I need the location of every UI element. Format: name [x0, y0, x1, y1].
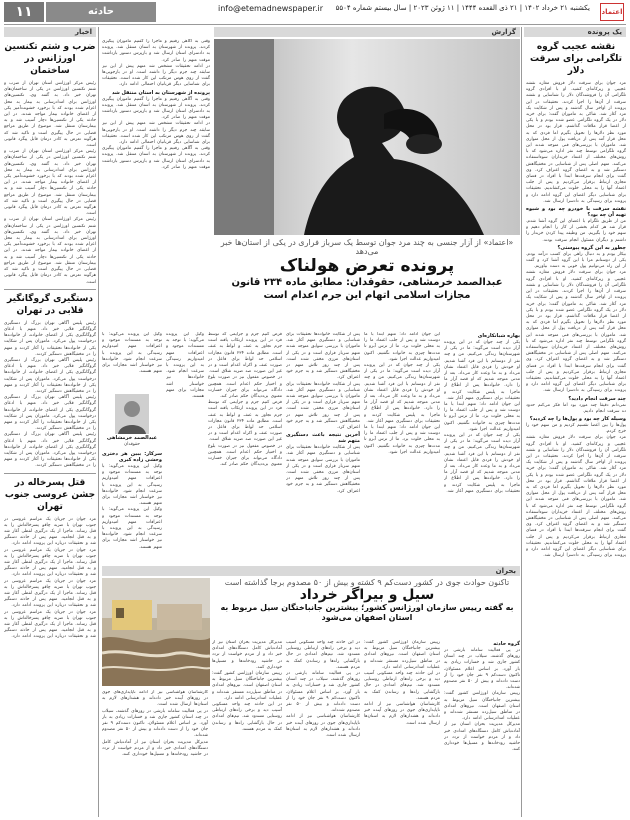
report-byline: بهاره شبانکاره‌ای	[477, 333, 520, 339]
right-question-1: نقشه سرقت با خودرو چه بود و شیوه تهیه آن چه بود؟	[526, 206, 626, 219]
report-body-2: این جوان ادامه داد: متهم ابتدا با ما دوست شد و پس از جلب اعتماد ما را به محلی خلوت برد. ما از ترس آبرو تا مدت‌ها چیزی به خانواده نگفتیم. اکنون امیدواریم عدالت اجرا شود.	[364, 332, 440, 362]
crisis-body-3: مدیرکل مدیریت بحران استان نیز از آماده‌باش کامل دستگاه‌های امدادی خبر داد و از مردم خواست از تردد در حاشیه رودخانه‌ها و مسیل‌ها خودداری کنند.	[212, 640, 282, 670]
author-photo	[115, 394, 149, 434]
right-body-repeat: مرد جوان برای سرقت دلار فروش مغازه نقشه عجیبی و زیرکانه‌ای کشید. او با افرادی گروه تلگرامی آن را فروشندگان دلار را شناسایی و نقشه سرقت از آن‌ها را اجرا کردند. تحقیقات در این پرونده از اواخر سال گذشته و پس از شکایت یک مرد آغاز شد. شاکی به ماموران گفت: برای خرید دلار در یک گروه تلگرامی عضو شده بودم و با یکی از اعضا قرار ملاقات گذاشتم. قرار بود در محل مورد نظر دلارها را تحویل بگیرم اما فردی که به محل قرار آمد پس از دریافت پول از محل متواری شد. ماموران با بررسی‌های فنی متوجه شدند این گروه تلگرامی توسط چند نفر اداره می‌شود که با روش‌های مختلف از اعتماد خریداران سوءاستفاده می‌کنند. متهم اصلی پس از شناسایی در مخفیگاهش دستگیر شد و به اعضای گروه اعتراف کرد. وی گفت برای انجام سرقت‌ها ابتدا با افراد در فضای مجازی ارتباط برقرار می‌کردیم و پس از جلب اعتماد آنها را به محلی خلوت می‌کشاندیم. تحقیقات برای شناسایی دیگر اعضای این گروه ادامه دارد و پرونده برای رسیدگی به دادسرا ارسال شد.	[526, 270, 626, 394]
report-column-5b	[102, 450, 162, 562]
report-inline-heading: آخرین نتیجه باعث دستگیری متهم شد	[286, 432, 360, 445]
left-column	[4, 39, 96, 817]
left-body-1: رئیس مرکز اورژانس استان تهران از ضرب و شتم تکنسین اورژانس در یکی از ساختمان‌های تهران خبر داد. به گفته وی، تکنسین‌های اورژانس برای امدادرسانی به بیمار به محل اعزام شده بودند که با برخورد خشونت‌آمیز یکی از اعضای خانواده بیمار مواجه شدند. در این حادثه یکی از تکنسین‌ها دچار آسیب شد و به بیمارستان منتقل شد. موضوع از طریق مراجع قضایی در حال پیگیری است و تاکید شد که هرگونه تعرض به کادر درمان قابل پیگرد قانونی است.	[4, 81, 96, 149]
crisis-body-3: مدیرکل مدیریت بحران استان نیز از آماده‌باش کامل دستگاه‌های امدادی خبر داد و از مردم خواست از تردد در حاشیه رودخانه‌ها و مسیل‌ها خودداری کنند.	[444, 722, 520, 753]
report-col4-text: فرض کنیم جرم و جرایمی که توسط فرد در این پرونده ارتکاب یافته است جرم تجاوز به عنف و لواط به عنف است. مطابق ماده ۲۳۴ قانون مجازات اسلامی حد لواط برای فاعل در صورت عنف و اکراه اعدام است و در غیر این صورت صد ضربه شلاق است.	[208, 332, 282, 375]
report-col4-text: در خصوص مفعول نیز در صورت بلوغ و اختیار حکم اعدام است. همچنین دادگاه می‌تواند برای جبران خسارت معنوی بزه‌دیدگان حکم صادر کند.	[208, 443, 282, 468]
right-headline: نقشه عجیب گروه تلگرامی برای سرقت دلار	[529, 42, 623, 76]
newspaper-logo: اعتماد	[600, 3, 624, 21]
crisis-column-5	[102, 690, 208, 817]
report-col6-text: وقتی به آگاهی رفتیم و ماجرا را گفتیم ماموران پیگیری کردند. پرونده از شهرستان به استان منتقل شد. پرونده به دادسرای استان ارسال شد و بازپرس دستور بازداشت موقت متهم را صادر کرد.	[102, 39, 210, 63]
crisis-kicker: تاکنون حوادث جوی در کشور دست‌کم ۹ کشته و بیش از ۵۰ مصدوم برجا گذاشته است	[224, 578, 510, 587]
left-body-2: رئیس پلیس آگاهی تهران بزرگ از دستگیری گروگانگیر قلابی خبر داد. متهم با ادعای گروگانگیری یکی از اعضای خانواده، از خانواده‌ها درخواست پول می‌کرد. ماموران پس از شکایت یکی از خانواده‌ها تحقیقات را آغاز کردند و متهم را در مخفیگاهش دستگیر کردند.	[4, 432, 96, 469]
band-left: اخبار	[4, 27, 96, 37]
report-column-3	[286, 332, 360, 562]
right-answer-4: پول‌ها را بین اعضا تقسیم کردیم و من سهم خود را خرج کردم.	[526, 422, 626, 435]
distressed-man-photo	[214, 39, 520, 235]
crisis-heading-block	[214, 578, 520, 636]
crisis-column-3	[286, 640, 360, 817]
report-headline: پرونده تعرض هولناک	[279, 256, 455, 276]
report-col4-text: در خصوص مفعول نیز در صورت بلوغ و اختیار حکم اعدام است. همچنین دادگاه می‌تواند برای جبران خسارت معنوی بزه‌دیدگان حکم صادر کند.	[208, 375, 282, 400]
crisis-body-3: مدیرکل مدیریت بحران استان نیز از آماده‌باش کامل دستگاه‌های امدادی خبر داد و از مردم خواست از تردد در حاشیه رودخانه‌ها و مسیل‌ها خودداری کنند.	[102, 739, 208, 758]
right-question-4: وسیله کار چه بود و پول‌ها را چه کردید؟	[529, 415, 626, 422]
band-report: گزارش	[214, 27, 520, 37]
right-answer-3: نمی‌دانم دقیقا چند مورد بود اما فکر می‌کنم حدود ده سرقت انجام دادیم.	[526, 402, 626, 414]
left-body-3: مرد جوان در جریان یک مراسم عروسی در جنوب تهران با ضربه چاقو پسرخاله‌اش را به قتل رساند. ماجرا از یک درگیری لفظی آغاز شد و به قتل انجامید. متهم پس از حادثه دستگیر شد و تحقیقات درباره این پرونده ادامه دارد.	[4, 516, 96, 547]
crisis-body-4: در این حادثه چند واحد مسکونی آسیب دید و برخی راه‌های ارتباطی روستایی مسدود شد. تیم‌های امدادی در حال بازگشایی راه‌ها و رساندن کمک به مردم هستند.	[212, 702, 282, 732]
report-col5-text: وکیل این پرونده می‌گوید: با توجه به مستندات موجود و اعترافات متهم امیدواریم رسیدگی به این پرونده با سرعت انجام شود. خانواده‌ها نیز خواستار اشد مجازات برای متهم هستند.	[102, 464, 162, 507]
report-photo	[214, 39, 520, 235]
left-body-2: رئیس پلیس آگاهی تهران بزرگ از دستگیری گروگانگیر قلابی خبر داد. متهم با ادعای گروگانگیری یکی از اعضای خانواده، از خانواده‌ها درخواست پول می‌کرد. ماموران پس از شکایت یکی از خانواده‌ها تحقیقات را آغاز کردند و متهم را در مخفیگاهش دستگیر کردند.	[4, 395, 96, 432]
report-body-1: یکی از چند جوان که در این پرونده آزار دیده است می‌گوید: ما در یکی از شهرستان‌ها زندگی می‌کنیم. من و چند نفر از دوستانم با این فرد آشنا شدیم. او خودش را فردی قابل اعتماد نشان می‌داد و به ما وعده کار می‌داد. بعد از مدتی متوجه شدیم که او قصد آزار ما را دارد. خانواده‌ها پس از اطلاع از ماجرا به پلیس شکایت کردند و تحقیقات برای دستگیری متهم آغاز شد.	[444, 340, 520, 401]
section-title: حادثه	[46, 2, 156, 22]
report-col5-text: وکیل این پرونده می‌گوید: با توجه به مستندات موجود و اعترافات متهم امیدواریم رسیدگی به این پرونده با سرعت انجام شود. خانواده‌ها نیز خواستار اشد مجازات برای متهم هستند.	[102, 332, 162, 375]
report-body-1: یکی از چند جوان که در این پرونده آزار دیده است می‌گوید: ما در یکی از شهرستان‌ها زندگی می‌کنیم. من و چند نفر از دوستانم با این فرد آشنا شدیم. او خودش را فردی قابل اعتماد نشان می‌داد و به ما وعده کار می‌داد. بعد از مدتی متوجه شدیم که او قصد آزار ما را دارد. خانواده‌ها پس از اطلاع از ماجرا به پلیس شکایت کردند و تحقیقات برای دستگیری متهم آغاز شد.	[364, 363, 440, 424]
report-col6-text: در ادامه تحقیقات مشخص شد متهم پیش از این نیز سابقه چند جرم دیگر را داشته است. او در بازجویی‌ها گفت از روی هوس مرتکب این کار شده است. تحقیقات برای شناسایی دیگر قربانیان احتمالی ادامه دارد.	[102, 121, 210, 146]
report-col3-text: پس از شکایت خانواده‌ها تحقیقات برای شناسایی و دستگیری متهم آغاز شد. ماموران با بررسی سوابق متوجه شدند متهم سرباز فراری است و در یکی از استان‌های مرزی مخفی شده است. پس از چند روز تلاش متهم در مخفیگاهش دستگیر شد و به جرم خود اعتراف کرد.	[286, 332, 360, 381]
crisis-body-5: کارشناسان هواشناسی نیز از ادامه ناپایداری‌های جوی در روزهای آینده خبر داده‌اند و هشدارهای لازم به استان‌ها ارسال شده است.	[364, 702, 440, 726]
report-heading-block	[214, 238, 520, 330]
right-body: مرد جوان برای سرقت دلار فروش مغازه نقشه عجیبی و زیرکانه‌ای کشید. او با افرادی گروه تلگرامی آن را فروشندگان دلار را شناسایی و نقشه سرقت از آن‌ها را اجرا کردند. تحقیقات در این پرونده از اواخر سال گذشته و پس از شکایت یک مرد آغاز شد. شاکی به ماموران گفت: برای خرید دلار در یک گروه تلگرامی عضو شده بودم و با یکی از اعضا قرار ملاقات گذاشتم. قرار بود در محل مورد نظر دلارها را تحویل بگیرم اما فردی که به محل قرار آمد پس از دریافت پول از محل متواری شد. ماموران با بررسی‌های فنی متوجه شدند این گروه تلگرامی توسط چند نفر اداره می‌شود که با روش‌های مختلف از اعتماد خریداران سوءاستفاده می‌کنند. متهم اصلی پس از شناسایی در مخفیگاهش دستگیر شد و به اعضای گروه اعتراف کرد. وی گفت برای انجام سرقت‌ها ابتدا با افراد در فضای مجازی ارتباط برقرار می‌کردیم و پس از جلب اعتماد آنها را به محلی خلوت می‌کشاندیم. تحقیقات برای شناسایی دیگر اعضای این گروه ادامه دارد و پرونده برای رسیدگی به دادسرا ارسال شد.	[526, 81, 626, 204]
right-question-3: چند سرقت انجام دادید؟	[568, 395, 626, 402]
report-col5-text: وکیل این پرونده می‌گوید: با توجه به مستندات موجود و اعترافات متهم امیدواریم رسیدگی به این پرونده با سرعت انجام شود. خانواده‌ها نیز خواستار اشد مجازات برای متهم هستند.	[102, 507, 162, 550]
crisis-body-1: در پی فعالیت سامانه بارشی در روزهای گذشته، سیلاب در چند استان کشور جاری شد و خسارات زیادی به بار آورد. بر اساس اعلام مسئولان، تاکنون دست‌کم ۹ نفر جان خود را از دست داده‌اند و بیش از ۵۰ نفر مصدوم شده‌اند.	[286, 671, 360, 714]
report-col6-text: وقتی به آگاهی رفتیم و ماجرا را گفتیم ماموران پیگیری کردند. پرونده از شهرستان به استان منتقل شد. پرونده به دادسرای استان ارسال شد و بازپرس دستور بازداشت موقت متهم را صادر کرد.	[102, 96, 210, 121]
report-kicker: «اعتماد» از آزار جنسی به چند مرد جوان توسط یک سرباز فراری در یکی از استان‌ها خبر می‌دهد	[220, 238, 514, 256]
report-subhead: عبدالصمد خرمشاهی، حقوقدان: مطابق ماده ۲۳۴ قانون مجازات اسلامی اتهام این جرم اعدام است	[231, 277, 503, 301]
report-column-2	[364, 332, 440, 562]
column-rule	[98, 27, 99, 817]
report-col3-text: پس از شکایت خانواده‌ها تحقیقات برای شناسایی و دستگیری متهم آغاز شد. ماموران با بررسی سوابق متوجه شدند متهم سرباز فراری است و در یکی از استان‌های مرزی مخفی شده است. پس از چند روز تلاش متهم در مخفیگاهش دستگیر شد و به جرم خود اعتراف کرد.	[286, 445, 360, 494]
crisis-body-4: در این حادثه چند واحد مسکونی آسیب دید و برخی راه‌های ارتباطی روستایی مسدود شد. تیم‌های امدادی در حال بازگشایی راه‌ها و رساندن کمک به مردم هستند.	[364, 671, 440, 701]
crisis-column-1	[444, 640, 520, 817]
report-col4-text: فرض کنیم جرم و جرایمی که توسط فرد در این پرونده ارتکاب یافته است جرم تجاوز به عنف و لواط به عنف است. مطابق ماده ۲۳۴ قانون مجازات اسلامی حد لواط برای فاعل در صورت عنف و اکراه اعدام است و در غیر این صورت صد ضربه شلاق است.	[208, 400, 282, 443]
crisis-body-5: کارشناسان هواشناسی نیز از ادامه ناپایداری‌های جوی در روزهای آینده خبر داده‌اند و هشدارهای لازم به استان‌ها ارسال شده است.	[102, 690, 208, 708]
crisis-subhead: به گفته رییس سازمان اورژانس کشور؛ بیشترین جانباختگان سیل مربوط به استان اصفهان می‌شود	[220, 603, 514, 622]
crisis-body-2: رییس سازمان اورژانس کشور گفت: بیشترین جانباختگان سیل مربوط به استان اصفهان است. نیروهای امدادی در مناطق سیل‌زده مستقر شده‌اند و عملیات امدادرسانی ادامه دارد.	[364, 640, 440, 670]
flood-photo	[102, 578, 210, 686]
report-column-1	[444, 332, 520, 562]
crisis-headline: سیل و بیراگر خرداد	[299, 587, 435, 603]
flood-scene-image	[102, 578, 210, 686]
author-card	[102, 394, 162, 448]
report-col3-text: پس از شکایت خانواده‌ها تحقیقات برای شناسایی و دستگیری متهم آغاز شد. ماموران با بررسی سوابق متوجه شدند متهم سرباز فراری است و در یکی از استان‌های مرزی مخفی شده است. پس از چند روز تلاش متهم در مخفیگاهش دستگیر شد و به جرم خود اعتراف کرد.	[286, 381, 360, 431]
right-answer-1: من از طریق تلگرام با اعضای این گروه آشنا شدم. قرار شد هر کدام بخشی از کار را انجام دهیم و سهم خود را بگیریم. من وظیفه پیدا کردن خریدار را داشتم و دیگران مسئول انجام سرقت بودند.	[526, 219, 626, 243]
left-body-1: رئیس مرکز اورژانس استان تهران از ضرب و شتم تکنسین اورژانس در یکی از ساختمان‌های تهران خبر داد. به گفته وی، تکنسین‌های اورژانس برای امدادرسانی به بیمار به محل اعزام شده بودند که با برخورد خشونت‌آمیز یکی از اعضای خانواده بیمار مواجه شدند. در این حادثه یکی از تکنسین‌ها دچار آسیب شد و به بیمارستان منتقل شد. موضوع از طریق مراجع قضایی در حال پیگیری است و تاکید شد که هرگونه تعرض به کادر درمان قابل پیگرد قانونی است.	[4, 217, 96, 285]
left-body-3: مرد جوان در جریان یک مراسم عروسی در جنوب تهران با ضربه چاقو پسرخاله‌اش را به قتل رساند. ماجرا از یک درگیری لفظی آغاز شد و به قتل انجامید. متهم پس از حادثه دستگیر شد و تحقیقات درباره این پرونده ادامه دارد.	[4, 609, 96, 640]
page-number: ۱۱	[4, 2, 44, 22]
author-title: حقوقدان	[124, 442, 140, 447]
crisis-body-4: در این حادثه چند واحد مسکونی آسیب دید و برخی راه‌های ارتباطی روستایی مسدود شد. تیم‌های امدادی در حال بازگشایی راه‌ها و رساندن کمک به مردم هستند.	[286, 640, 360, 670]
report-col6-text: وقتی به آگاهی رفتیم و ماجرا را گفتیم ماموران پیگیری کردند. پرونده از شهرستان به استان منتقل شد. پرونده به دادسرای استان ارسال شد و بازپرس دستور بازداشت موقت متهم را صادر کرد.	[102, 146, 210, 170]
right-question-2: چطور به این گروه پیوستی؟	[557, 244, 626, 251]
crisis-body-1: در پی فعالیت سامانه بارشی در روزهای گذشته، سیلاب در چند استان کشور جاری شد و خسارات زیادی به بار آورد. بر اساس اعلام مسئولان، تاکنون دست‌کم ۹ نفر جان خود را از دست داده‌اند و بیش از ۵۰ نفر مصدوم شده‌اند.	[102, 708, 208, 739]
report-col5-text: وکیل این پرونده می‌گوید: با توجه به مستندات موجود و اعترافات متهم امیدواریم رسیدگی به این پرونده با سرعت انجام شود. خانواده‌ها نیز خواستار اشد مجازات برای متهم هستند.	[166, 332, 204, 400]
report-col6-text: در ادامه تحقیقات مشخص شد متهم پیش از این نیز سابقه چند جرم دیگر را داشته است. او در بازجویی‌ها گفت از روی هوس مرتکب این کار شده است. تحقیقات برای شناسایی دیگر قربانیان احتمالی ادامه دارد.	[102, 63, 210, 88]
crisis-body-2: رییس سازمان اورژانس کشور گفت: بیشترین جانباختگان سیل مربوط به استان اصفهان است. نیروهای امدادی در مناطق سیل‌زده مستقر شده‌اند و عملیات امدادرسانی ادامه دارد.	[212, 671, 282, 701]
left-body-2: رئیس پلیس آگاهی تهران بزرگ از دستگیری گروگانگیر قلابی خبر داد. متهم با ادعای گروگانگیری یکی از اعضای خانواده، از خانواده‌ها درخواست پول می‌کرد. ماموران پس از شکایت یکی از خانواده‌ها تحقیقات را آغاز کردند و متهم را در مخفیگاهش دستگیر کردند.	[4, 357, 96, 394]
author-name: عبدالصمد خرمشاهی	[106, 435, 158, 441]
report-column-6	[102, 39, 210, 321]
band-right: یک پرونده	[524, 27, 626, 37]
crisis-body-5: کارشناسان هواشناسی نیز از ادامه ناپایداری‌های جوی در روزهای آینده خبر داده‌اند و هشدارهای لازم به استان‌ها ارسال شده است.	[286, 714, 360, 739]
left-headline-1: ضرب و شتم تکنسین اورژانس در ساختمان	[4, 42, 96, 76]
left-body-2: رئیس پلیس آگاهی تهران بزرگ از دستگیری گروگانگیر قلابی خبر داد. متهم با ادعای گروگانگیری یکی از اعضای خانواده، از خانواده‌ها درخواست پول می‌کرد. ماموران پس از شکایت یکی از خانواده‌ها تحقیقات را آغاز کردند و متهم را در مخفیگاهش دستگیر کردند.	[4, 320, 96, 357]
left-body-3: مرد جوان در جریان یک مراسم عروسی در جنوب تهران با ضربه چاقو پسرخاله‌اش را به قتل رساند. ماجرا از یک درگیری لفظی آغاز شد و به قتل انجامید. متهم پس از حادثه دستگیر شد و تحقیقات درباره این پرونده ادامه دارد.	[4, 578, 96, 609]
report-column-4	[208, 332, 282, 562]
crisis-byline: گروه حادثه	[493, 641, 520, 647]
report-col6-subhead: پرونده از شهرستان به استان منتقل شد	[111, 89, 210, 96]
crisis-column-2	[364, 640, 440, 817]
left-headline-2: دستگیری گروگانگیر قلابی در تهران	[7, 293, 93, 316]
left-body-3: مرد جوان در جریان یک مراسم عروسی در جنوب تهران با ضربه چاقو پسرخاله‌اش را به قتل رساند. ماجرا از یک درگیری لفظی آغاز شد و به قتل انجامید. متهم پس از حادثه دستگیر شد و تحقیقات درباره این پرونده ادامه دارد.	[4, 547, 96, 578]
report-column-5a	[166, 332, 204, 562]
crisis-body-1: در پی فعالیت سامانه بارشی در روزهای گذشته، سیلاب در چند استان کشور جاری شد و خسارات زیادی به بار آورد. بر اساس اعلام مسئولان، تاکنون دست‌کم ۹ نفر جان خود را از دست داده‌اند و بیش از ۵۰ نفر مصدوم شده‌اند.	[444, 648, 520, 691]
report-body-2: این جوان ادامه داد: متهم ابتدا با ما دوست شد و پس از جلب اعتماد ما را به محلی خلوت برد. ما از ترس آبرو تا مدت‌ها چیزی به خانواده نگفتیم. اکنون امیدواریم عدالت اجرا شود.	[444, 402, 520, 432]
page-header	[0, 0, 630, 24]
left-body-1: رئیس مرکز اورژانس استان تهران از ضرب و شتم تکنسین اورژانس در یکی از ساختمان‌های تهران خبر داد. به گفته وی، تکنسین‌های اورژانس برای امدادرسانی به بیمار به محل اعزام شده بودند که با برخورد خشونت‌آمیز یکی از اعضای خانواده بیمار مواجه شدند. در این حادثه یکی از تکنسین‌ها دچار آسیب شد و به بیمارستان منتقل شد. موضوع از طریق مراجع قضایی در حال پیگیری است و تاکید شد که هرگونه تعرض به کادر درمان قابل پیگرد قانونی است.	[4, 149, 96, 217]
column-rule	[521, 27, 522, 817]
divider	[4, 473, 96, 474]
report-body-2: این جوان ادامه داد: متهم ابتدا با ما دوست شد و پس از جلب اعتماد ما را به محلی خلوت برد. ما از ترس آبرو تا مدت‌ها چیزی به خانواده نگفتیم. اکنون امیدواریم عدالت اجرا شود.	[364, 425, 440, 455]
right-answer-2: بیکار بودم و به دنبال راهی برای کسب درآمد بودم. یکی از دوستانم مرا با این گروه آشنا کرد و گفت از این راه می‌توانیم پول خوبی به دست بیاوریم.	[526, 251, 626, 270]
dateline: یکشنبه ۲۱ خرداد ۱۴۰۲ | ۲۱ ذی القعده ۱۴۴۴ | ۱۱ ژوئن ۲۰۲۳ | سال بیستم شماره ۵۵۰۴	[335, 4, 590, 12]
report-body-1: یکی از چند جوان که در این پرونده آزار دیده است می‌گوید: ما در یکی از شهرستان‌ها زندگی می‌کنیم. من و چند نفر از دوستانم با این فرد آشنا شدیم. او خودش را فردی قابل اعتماد نشان می‌داد و به ما وعده کار می‌داد. بعد از مدتی متوجه شدیم که او قصد آزار ما را دارد. خانواده‌ها پس از اطلاع از ماجرا به پلیس شکایت کردند و تحقیقات برای دستگیری متهم آغاز شد.	[444, 433, 520, 494]
crisis-body-2: رییس سازمان اورژانس کشور گفت: بیشترین جانباختگان سیل مربوط به استان اصفهان است. نیروهای امدادی در مناطق سیل‌زده مستقر شده‌اند و عملیات امدادرسانی ادامه دارد.	[444, 691, 520, 722]
right-body-repeat: مرد جوان برای سرقت دلار فروش مغازه نقشه عجیبی و زیرکانه‌ای کشید. او با افرادی گروه تلگرامی آن را فروشندگان دلار را شناسایی و نقشه سرقت از آن‌ها را اجرا کردند. تحقیقات در این پرونده از اواخر سال گذشته و پس از شکایت یک مرد آغاز شد. شاکی به ماموران گفت: برای خرید دلار در یک گروه تلگرامی عضو شده بودم و با یکی از اعضا قرار ملاقات گذاشتم. قرار بود در محل مورد نظر دلارها را تحویل بگیرم اما فردی که به محل قرار آمد پس از دریافت پول از محل متواری شد. ماموران با بررسی‌های فنی متوجه شدند این گروه تلگرامی توسط چند نفر اداره می‌شود که با روش‌های مختلف از اعتماد خریداران سوءاستفاده می‌کنند. متهم اصلی پس از شناسایی در مخفیگاهش دستگیر شد و به اعضای گروه اعتراف کرد. وی گفت برای انجام سرقت‌ها ابتدا با افراد در فضای مجازی ارتباط برقرار می‌کردیم و پس از جلب اعتماد آنها را به محلی خلوت می‌کشاندیم. تحقیقات برای شناسایی دیگر اعضای این گروه ادامه دارد و پرونده برای رسیدگی به دادسرا ارسال شد.	[526, 435, 626, 559]
right-column	[526, 39, 626, 817]
divider	[4, 289, 96, 290]
header-rule	[4, 24, 626, 25]
left-headline-3: قتل پسرخاله در جشن عروسی جنوب تهران	[4, 477, 96, 512]
band-crisis: بحران	[102, 566, 520, 576]
author-box-quote: سرکار: ببین هر دختری وحشی زاده کبری	[102, 451, 162, 463]
crisis-column-4	[212, 640, 282, 817]
report-column-5	[102, 332, 162, 392]
contact-email: info@etemadnewspaper.ir	[218, 4, 324, 13]
